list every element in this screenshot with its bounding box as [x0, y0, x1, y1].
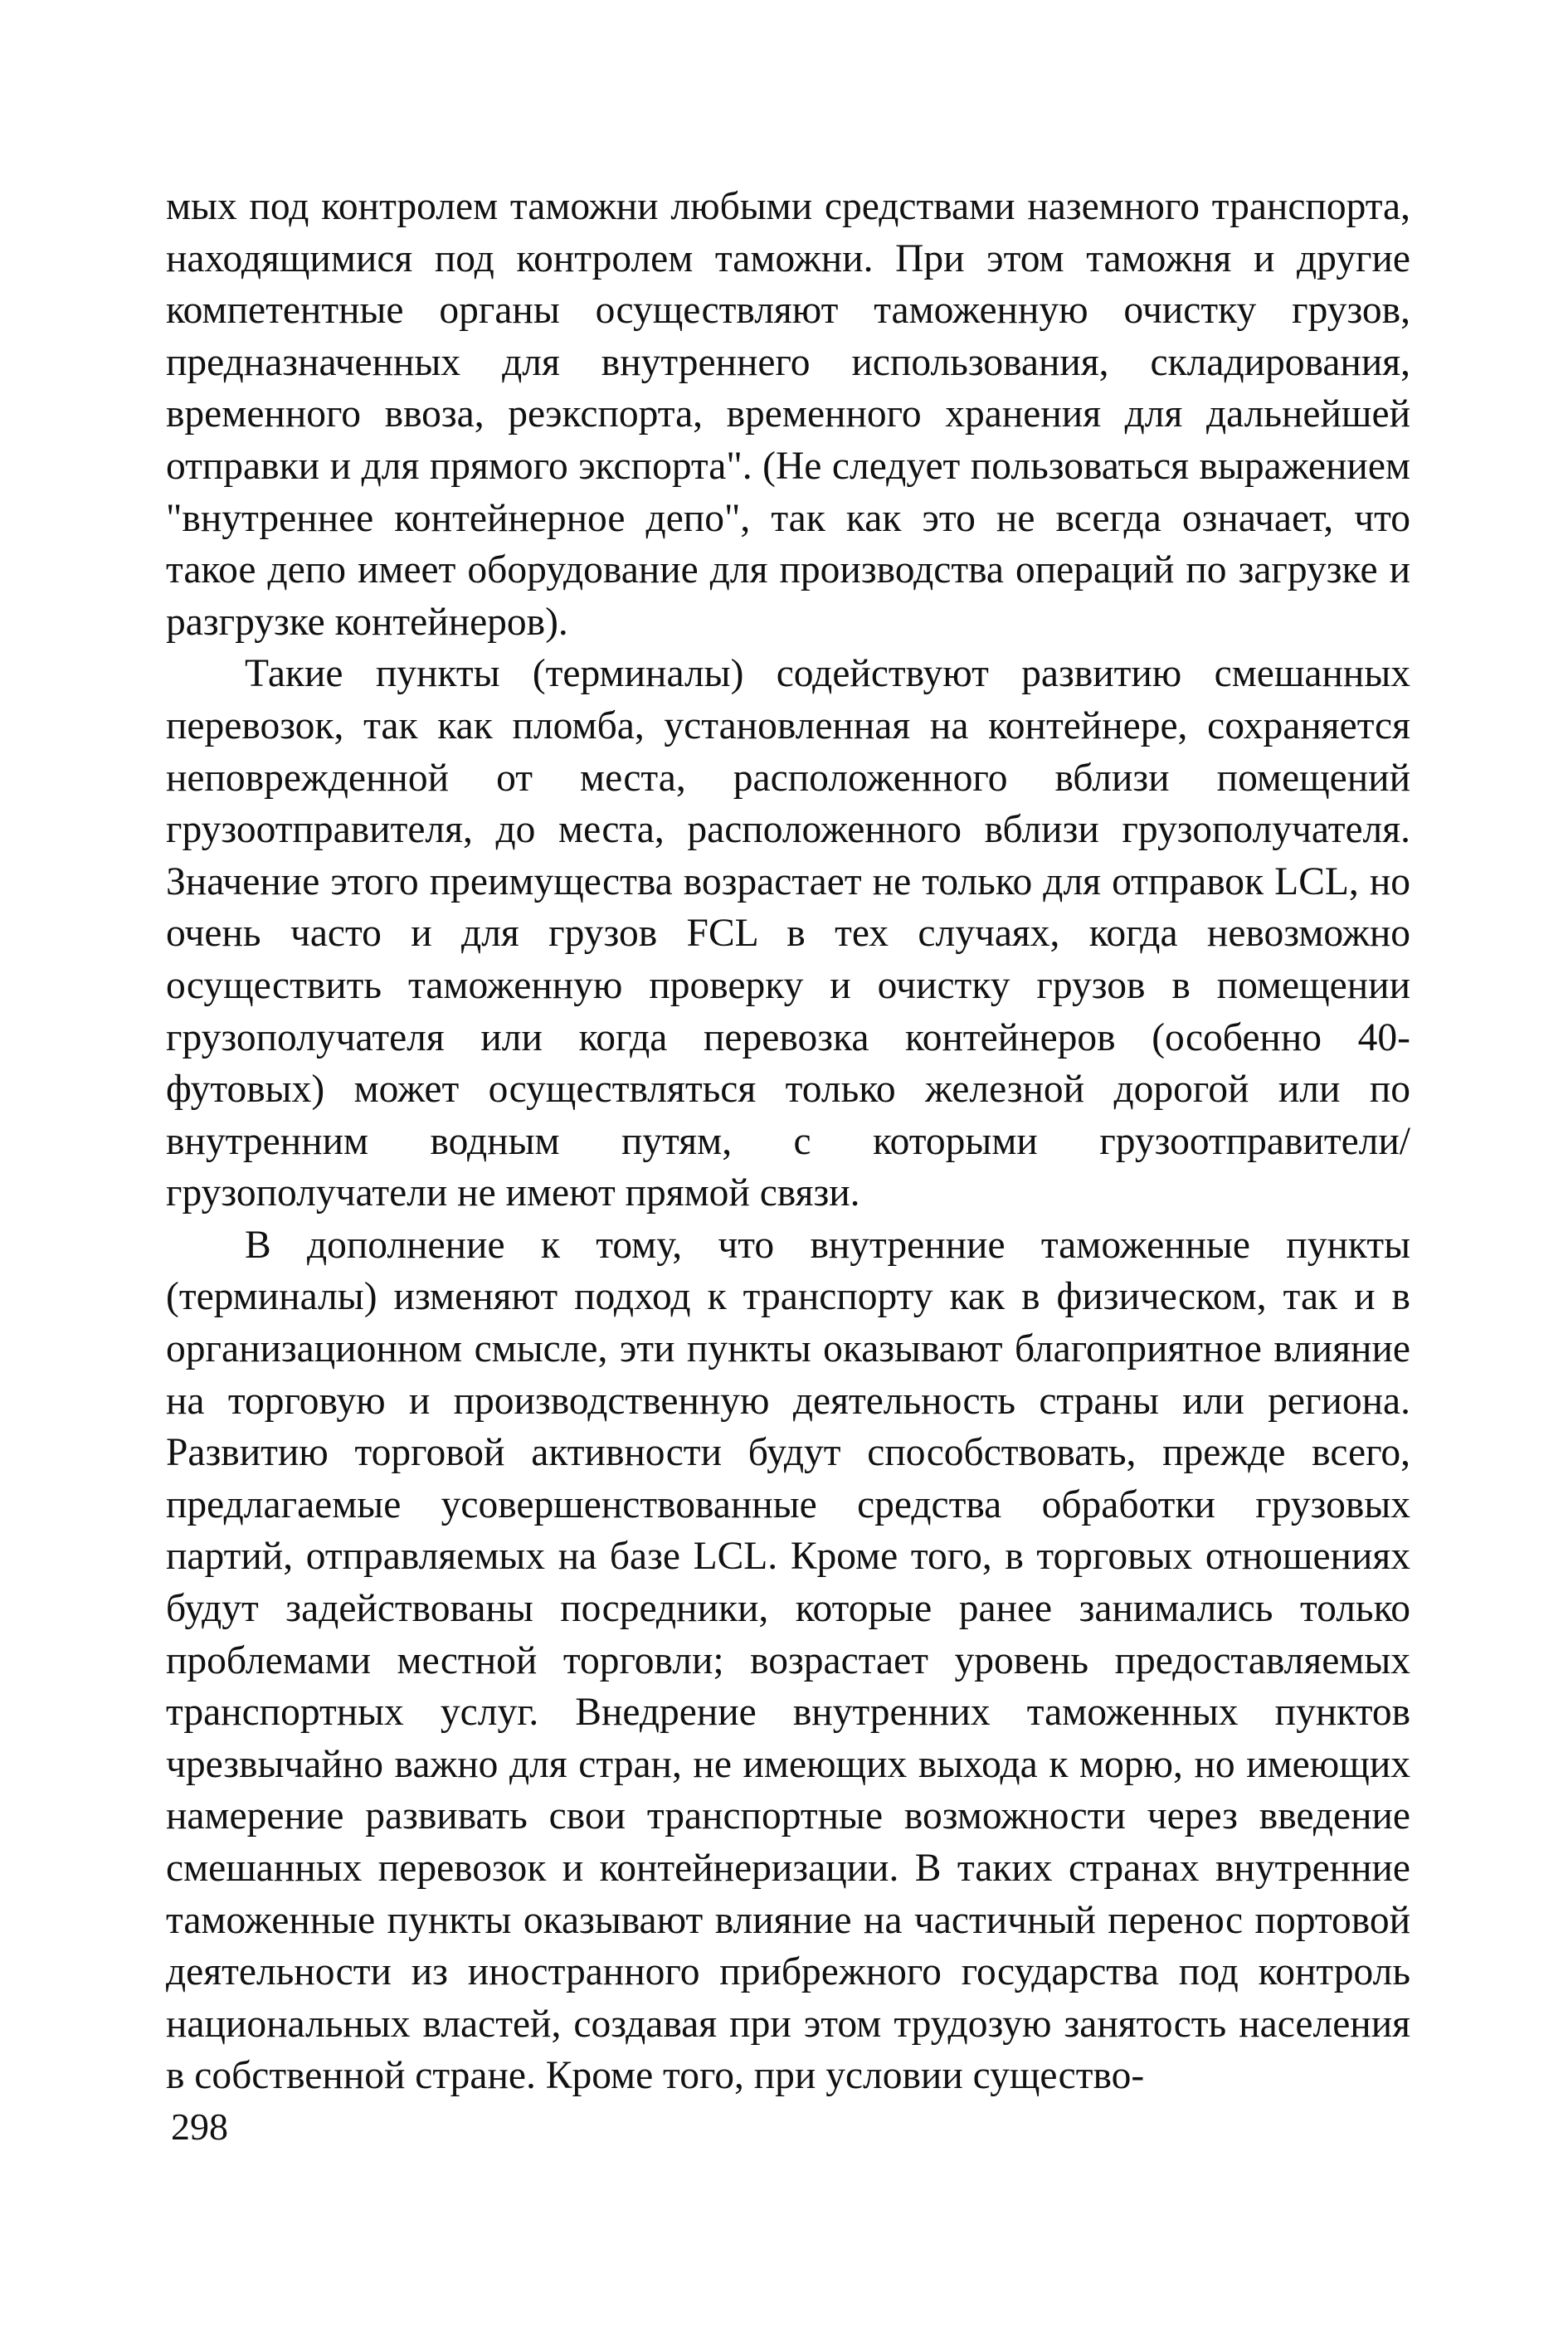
body-text [166, 181, 1410, 2102]
paragraph-continued: мых под контролем таможни любыми средствами наземного транспорта, находящимися под контролем таможни. При этом таможня и другие компетентные органы осуществляют таможенную очистку грузов, предназначенных для внутреннего использования, складирования, временного ввоза, реэкспорта, временного хранения для дальнейшей отправки и для прямого экспорта". (Не следует пользоваться выражением "внутреннее контейнерное депо", так как это не всегда означает, что такое депо имеет оборудование для производства операций по загрузке и разгрузке контейнеров). [166, 185, 1410, 644]
paragraph-terminals: Такие пункты (терминалы) содействуют развитию смешанных перевозок, так как пломба, установленная на контейнере, сохраняется неповрежденной от места, расположенного вблизи помещений грузоотправителя, до места, расположенного вблизи грузополучателя. Значение этого преимущества возрастает не только для отправок LCL, но очень часто и для грузов FCL в тех случаях, когда невозможно осуществить таможенную проверку и очистку грузов в помещении грузополучателя или когда перевозка контейнеров (особенно 40-футовых) может осуществляться только железной дорогой или по внутренним водным путям, с которыми грузоотправители/грузополучатели не имеют прямой связи. [166, 652, 1410, 1215]
page-number: 298 [171, 2105, 228, 2148]
paragraph-addition: В дополнение к тому, что внутренние таможенные пункты (терминалы) изменяют подход к транспорту как в физическом, так и в организационном смысле, эти пункты оказывают благоприятное влияние на торговую и производственную деятельность страны или региона. Развитию торговой активности будут способствовать, прежде всего, предлагаемые усовершенствованные средства обработки грузовых партий, отправляемых на базе LCL. Кроме того, в торговых отношениях будут задействованы посредники, которые ранее занимались только проблемами местной торговли; возрастает уровень предоставляемых транспортных услуг. Внедрение внутренних таможенных пунктов чрезвычайно важно для стран, не имеющих выхода к морю, но имеющих намерение развивать свои транспортные возможности через введение смешанных перевозок и контейнеризации. В таких странах внутренние таможенные пункты оказывают влияние на частичный перенос портовой деятельности из иностранного прибрежного государства под контроль национальных властей, создавая при этом трудозую занятость населения в собственной стране. Кроме того, при условии существо- [166, 1223, 1410, 2098]
